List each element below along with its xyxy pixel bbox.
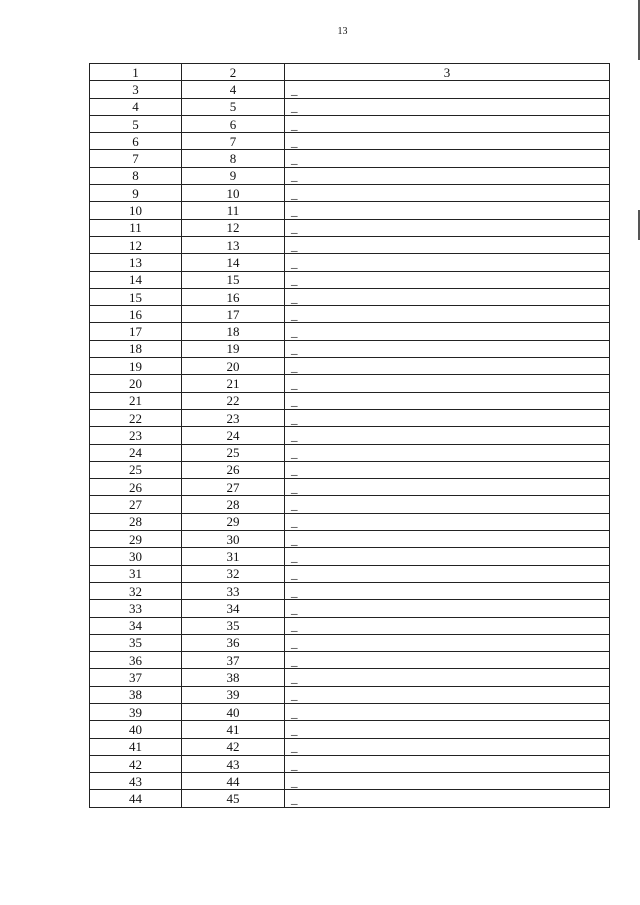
table-row — [90, 755, 610, 772]
table-cell: _ — [285, 306, 610, 323]
table-cell: 33 — [90, 600, 182, 617]
column-header: 3 — [285, 64, 610, 81]
table-cell: _ — [285, 340, 610, 357]
table-cell: 17 — [182, 306, 285, 323]
data-table — [89, 63, 610, 808]
table-header-row — [90, 64, 610, 81]
table-cell: 24 — [90, 444, 182, 461]
table-cell: 36 — [182, 634, 285, 651]
table-row — [90, 167, 610, 184]
table-row — [90, 686, 610, 703]
table-cell: _ — [285, 150, 610, 167]
table-cell: 21 — [182, 375, 285, 392]
table-cell: 13 — [90, 254, 182, 271]
table-row — [90, 185, 610, 202]
table-row — [90, 409, 610, 426]
table-cell: 25 — [182, 444, 285, 461]
table-cell: 19 — [90, 358, 182, 375]
table-cell: 22 — [90, 409, 182, 426]
table-cell: 17 — [90, 323, 182, 340]
table-row — [90, 461, 610, 478]
table-cell: 14 — [182, 254, 285, 271]
table-cell: 7 — [90, 150, 182, 167]
table-cell: _ — [285, 392, 610, 409]
table-cell: _ — [285, 358, 610, 375]
table-row — [90, 496, 610, 513]
table-cell: _ — [285, 202, 610, 219]
table-cell: 41 — [90, 738, 182, 755]
table-cell: 12 — [182, 219, 285, 236]
table-cell: 19 — [182, 340, 285, 357]
page-number: 13 — [337, 26, 348, 37]
table-row — [90, 669, 610, 686]
table-cell: 18 — [90, 340, 182, 357]
column-header: 2 — [182, 64, 285, 81]
table-cell: 9 — [182, 167, 285, 184]
table-cell: 43 — [182, 755, 285, 772]
table-cell: _ — [285, 167, 610, 184]
table-row — [90, 254, 610, 271]
table-row — [90, 98, 610, 115]
table-cell: 8 — [90, 167, 182, 184]
table-cell: 15 — [90, 288, 182, 305]
table-cell: 42 — [90, 755, 182, 772]
table-row — [90, 479, 610, 496]
table-cell: _ — [285, 755, 610, 772]
table-cell: 33 — [182, 582, 285, 599]
table-row — [90, 565, 610, 582]
table-row — [90, 738, 610, 755]
table-row — [90, 703, 610, 720]
table-cell: 16 — [182, 288, 285, 305]
table-cell: 23 — [90, 427, 182, 444]
table-cell: _ — [285, 652, 610, 669]
table-row — [90, 202, 610, 219]
table-cell: _ — [285, 600, 610, 617]
table-cell: _ — [285, 721, 610, 738]
table-cell: _ — [285, 634, 610, 651]
table-cell: 28 — [90, 513, 182, 530]
table-cell: 24 — [182, 427, 285, 444]
table-cell: 32 — [90, 582, 182, 599]
table-cell: _ — [285, 81, 610, 98]
table-row — [90, 652, 610, 669]
table-cell: 39 — [90, 703, 182, 720]
table-cell: 40 — [182, 703, 285, 720]
table-cell: _ — [285, 703, 610, 720]
table-cell: 37 — [90, 669, 182, 686]
table-cell: 42 — [182, 738, 285, 755]
table-cell: 8 — [182, 150, 285, 167]
table-cell: 35 — [90, 634, 182, 651]
table-cell: 11 — [182, 202, 285, 219]
table-cell: 23 — [182, 409, 285, 426]
table-cell: _ — [285, 461, 610, 478]
table-cell: 20 — [182, 358, 285, 375]
table-cell: _ — [285, 271, 610, 288]
table-cell: _ — [285, 686, 610, 703]
table-row — [90, 219, 610, 236]
table-row — [90, 617, 610, 634]
table-cell: 35 — [182, 617, 285, 634]
table-row — [90, 358, 610, 375]
table-cell: 16 — [90, 306, 182, 323]
table-cell: 29 — [182, 513, 285, 530]
table-cell: 25 — [90, 461, 182, 478]
table-cell: 9 — [90, 185, 182, 202]
table-cell: 31 — [90, 565, 182, 582]
table-cell: 22 — [182, 392, 285, 409]
table-cell: 40 — [90, 721, 182, 738]
table-row — [90, 790, 610, 807]
table-cell: 15 — [182, 271, 285, 288]
table-cell: _ — [285, 738, 610, 755]
table-cell: 18 — [182, 323, 285, 340]
table-cell: 27 — [90, 496, 182, 513]
table-row — [90, 444, 610, 461]
table-cell: _ — [285, 375, 610, 392]
table-cell: _ — [285, 219, 610, 236]
table-cell: _ — [285, 185, 610, 202]
table-cell: 30 — [182, 531, 285, 548]
table-row — [90, 582, 610, 599]
column-header: 1 — [90, 64, 182, 81]
table-cell: 20 — [90, 375, 182, 392]
table-cell: 32 — [182, 565, 285, 582]
table-row — [90, 340, 610, 357]
table-cell: 38 — [182, 669, 285, 686]
table-cell: 13 — [182, 236, 285, 253]
table-cell: 5 — [182, 98, 285, 115]
table-cell: 36 — [90, 652, 182, 669]
table-cell: 29 — [90, 531, 182, 548]
table-cell: 6 — [90, 133, 182, 150]
table-cell: _ — [285, 669, 610, 686]
table-cell: 4 — [182, 81, 285, 98]
table-row — [90, 375, 610, 392]
table-cell: _ — [285, 513, 610, 530]
table-cell: _ — [285, 790, 610, 807]
table-cell: 10 — [182, 185, 285, 202]
table-cell: 21 — [90, 392, 182, 409]
table-cell: _ — [285, 254, 610, 271]
table-row — [90, 392, 610, 409]
table-row — [90, 634, 610, 651]
table-cell: _ — [285, 496, 610, 513]
table-cell: 6 — [182, 115, 285, 132]
table-row — [90, 531, 610, 548]
table-row — [90, 115, 610, 132]
table-cell: 39 — [182, 686, 285, 703]
table-row — [90, 306, 610, 323]
table-cell: _ — [285, 409, 610, 426]
table-cell: 43 — [90, 773, 182, 790]
table-cell: _ — [285, 133, 610, 150]
table-cell: 10 — [90, 202, 182, 219]
table-cell: 11 — [90, 219, 182, 236]
table-cell: _ — [285, 98, 610, 115]
table-row — [90, 271, 610, 288]
table-cell: 7 — [182, 133, 285, 150]
table-cell: _ — [285, 323, 610, 340]
table-row — [90, 133, 610, 150]
table-cell: 26 — [182, 461, 285, 478]
table-cell: _ — [285, 427, 610, 444]
table-cell: 38 — [90, 686, 182, 703]
table-cell: 41 — [182, 721, 285, 738]
table-cell: 14 — [90, 271, 182, 288]
table-cell: _ — [285, 582, 610, 599]
table-row — [90, 721, 610, 738]
table-row — [90, 150, 610, 167]
table-cell: 37 — [182, 652, 285, 669]
table-cell: _ — [285, 565, 610, 582]
table-cell: _ — [285, 548, 610, 565]
table-cell: 26 — [90, 479, 182, 496]
table-cell: _ — [285, 115, 610, 132]
table-cell: 44 — [182, 773, 285, 790]
table-row — [90, 513, 610, 530]
table-cell: _ — [285, 773, 610, 790]
table-row — [90, 81, 610, 98]
table-row — [90, 600, 610, 617]
table-row — [90, 323, 610, 340]
table-cell: _ — [285, 236, 610, 253]
table-cell: 31 — [182, 548, 285, 565]
table-cell: _ — [285, 479, 610, 496]
table-cell: 27 — [182, 479, 285, 496]
table-row — [90, 236, 610, 253]
table-cell: 4 — [90, 98, 182, 115]
table-cell: 28 — [182, 496, 285, 513]
table-cell: 3 — [90, 81, 182, 98]
table-cell: _ — [285, 444, 610, 461]
table-cell: 5 — [90, 115, 182, 132]
table-row — [90, 548, 610, 565]
table-row — [90, 427, 610, 444]
table-cell: _ — [285, 617, 610, 634]
table-cell: 45 — [182, 790, 285, 807]
table-cell: 44 — [90, 790, 182, 807]
table-cell: 12 — [90, 236, 182, 253]
table-cell: 34 — [90, 617, 182, 634]
table-cell: _ — [285, 531, 610, 548]
table-cell: _ — [285, 288, 610, 305]
table-row — [90, 288, 610, 305]
table-cell: 30 — [90, 548, 182, 565]
table-cell: 34 — [182, 600, 285, 617]
table-row — [90, 773, 610, 790]
